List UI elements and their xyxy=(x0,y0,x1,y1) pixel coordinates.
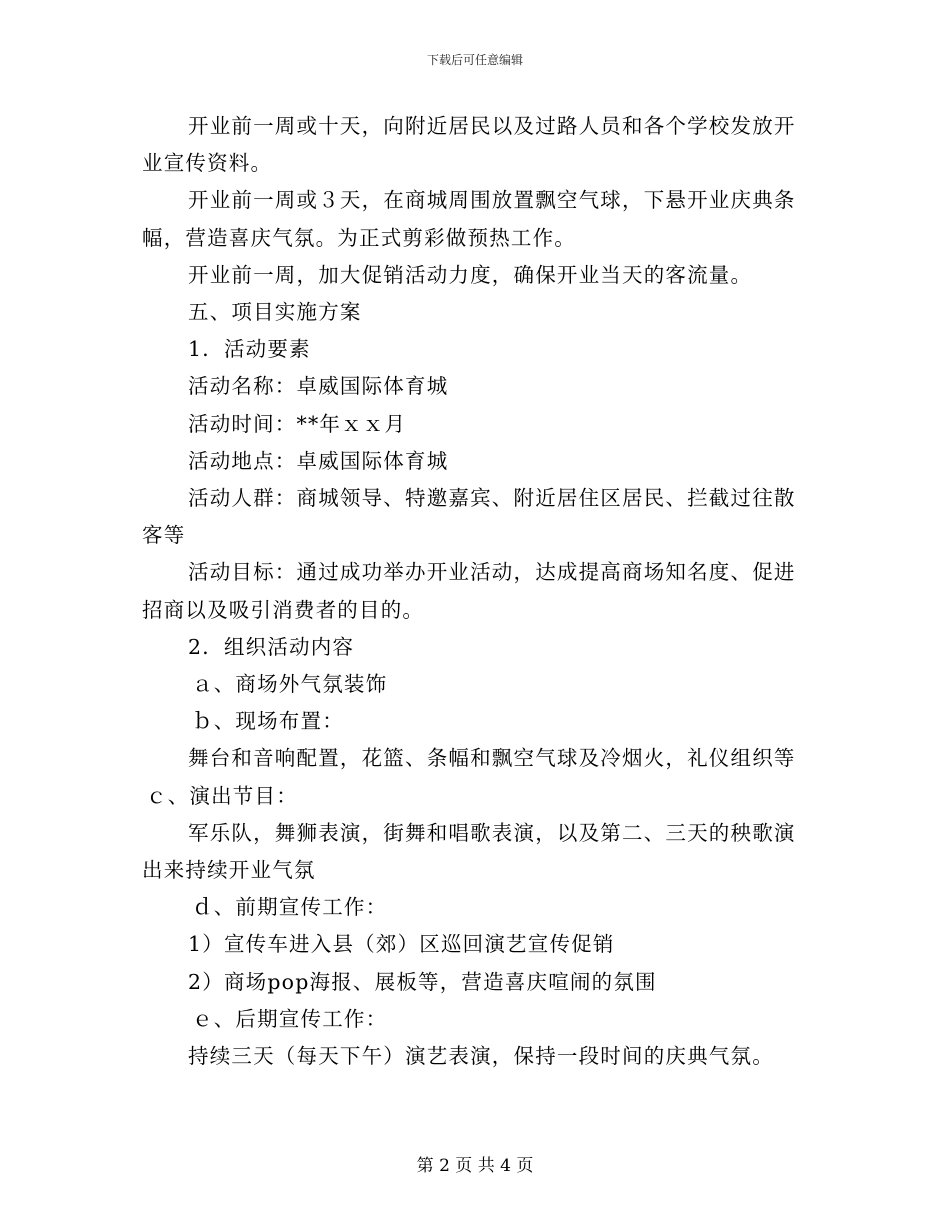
list-item: ｂ、现场布置： xyxy=(192,709,344,734)
paragraph: 活动地点：卓威国际体育城 xyxy=(188,448,449,473)
subsection-heading: 2．组织活动内容 xyxy=(188,634,355,659)
list-item: ｄ、前期宣传工作： xyxy=(192,895,388,920)
paragraph: 持续三天（每天下午）演艺表演，保持一段时间的庆典气氛。 xyxy=(188,1044,774,1069)
paragraph: 活动目标：通过成功举办开业活动，达成提高商场知名度、促进招商以及吸引消费者的目的。 xyxy=(142,560,796,622)
page-header: 下载后可任意编辑 xyxy=(426,53,523,67)
document-body xyxy=(142,108,802,1075)
section-heading: 五、项目实施方案 xyxy=(188,300,362,325)
list-item: ａ、商场外气氛装饰 xyxy=(192,672,388,697)
paragraph: 开业前一周，加大促销活动力度，确保开业当天的客流量。 xyxy=(188,262,753,287)
list-item: 1）宣传车进入县（郊）区巡回演艺宣传促销 xyxy=(188,932,615,957)
subsection-heading: 1．活动要素 xyxy=(188,337,311,362)
paragraph: 活动时间：**年ｘｘ月 xyxy=(188,411,407,436)
list-item: ｃ、演出节目： xyxy=(146,783,298,808)
paragraph: 开业前一周或十天，向附近居民以及过路人员和各个学校发放开业宣传资料。 xyxy=(142,114,796,176)
page-footer: 第 2 页 共 4 页 xyxy=(416,1156,534,1176)
paragraph: 活动人群：商城领导、特邀嘉宾、附近居住区居民、拦截过往散客等 xyxy=(142,486,796,548)
list-item: ｅ、后期宣传工作： xyxy=(192,1006,388,1031)
list-item: 2）商场pop海报、展板等，营造喜庆喧闹的氛围 xyxy=(188,969,657,994)
paragraph: 开业前一周或３天，在商城周围放置飘空气球，下悬开业庆典条幅，营造喜庆气氛。为正式剪彩做预热工作。 xyxy=(142,188,796,250)
paragraph: 军乐队，舞狮表演，街舞和唱歌表演，以及第二、三天的秧歌演出来持续开业气氛 xyxy=(142,820,796,883)
paragraph: 舞台和音响配置，花篮、条幅和飘空气球及冷烟火，礼仪组织等 xyxy=(188,746,796,771)
paragraph: 活动名称：卓威国际体育城 xyxy=(188,374,449,399)
